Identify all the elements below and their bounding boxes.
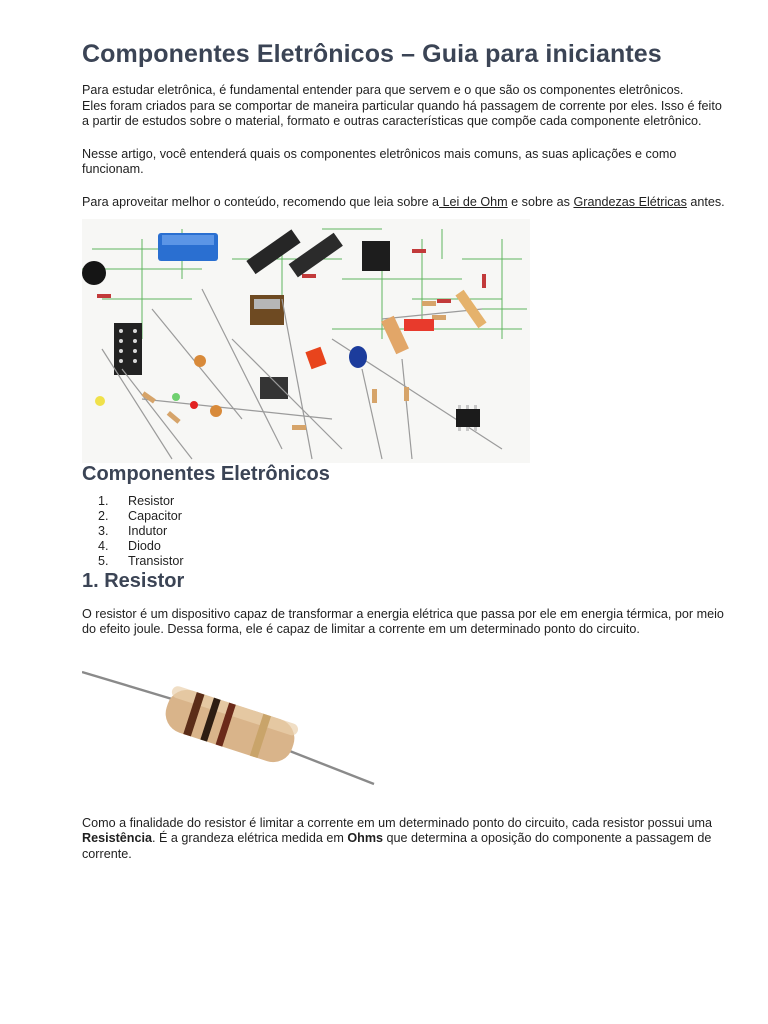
intro-line-1: Para estudar eletrônica, é fundamental entender para que servem e o que são os componentes eletrônicos. — [82, 83, 684, 97]
article — [82, 40, 732, 863]
res-p2-bold-resistencia: Resistência — [82, 831, 153, 846]
intro-paragraph-2: Nesse artigo, você entenderá quais os componentes eletrônicos mais comuns, as suas aplicações e como funcionam. — [82, 146, 677, 177]
intro-p3-middle: e sobre as — [507, 194, 574, 209]
list-item-label: Capacitor — [128, 508, 182, 523]
lei-de-ohm-link[interactable]: Lei de Ohm — [439, 194, 508, 209]
resistor-heading: 1. Resistor — [82, 569, 185, 592]
grandezas-eletricas-link[interactable]: Grandezas Elétricas — [573, 194, 687, 209]
page-title: Componentes Eletrônicos – Guia para iniciantes — [82, 40, 662, 68]
intro-paragraph-1 — [82, 83, 732, 130]
list-item-number: 3. — [98, 523, 109, 538]
res-p2-bold-ohms: Ohms — [347, 831, 384, 846]
intro-line-2: Eles foram criados para se comportar de maneira particular quando há passagem de corrente por eles. Isso é feito a partir de estudos sobre o material, formato e outras características que compõe cada componente eletrônico. — [82, 98, 722, 129]
res-p2-before: Como a finalidade do resistor é limitar a corrente em um determinado ponto do circuito, cada resistor possui uma — [82, 815, 712, 830]
list-item-number: 1. — [98, 493, 109, 508]
list-item — [82, 494, 732, 509]
list-item — [82, 509, 732, 524]
intro-paragraph-3 — [82, 195, 732, 211]
list-item — [82, 554, 732, 569]
resistor-paragraph-2 — [82, 816, 732, 863]
list-item-label: Diodo — [128, 539, 161, 554]
list-item-number: 4. — [98, 539, 109, 554]
components-heading: Componentes Eletrônicos — [82, 462, 330, 485]
list-item — [82, 524, 732, 539]
list-item-number: 2. — [98, 508, 109, 523]
intro-p3-before: Para aproveitar melhor o conteúdo, recomendo que leia sobre a — [82, 194, 440, 209]
components-photo — [82, 219, 530, 463]
list-item-label: Transistor — [128, 554, 184, 569]
list-item — [82, 539, 732, 554]
components-list — [82, 494, 732, 570]
list-item-label: Indutor — [128, 523, 168, 538]
resistor-photo — [82, 660, 378, 790]
list-item-label: Resistor — [128, 493, 175, 508]
res-p2-middle: . É a grandeza elétrica medida em — [152, 831, 348, 846]
res-p2-after: que determina a oposição do componente a passagem de corrente. — [82, 831, 712, 861]
list-item-number: 5. — [98, 554, 109, 569]
resistor-paragraph-1: O resistor é um dispositivo capaz de transformar a energia elétrica que passa por ele em energia térmica, por meio do efeito joule. Dessa forma, ele é capaz de limitar a corrente em um determinado ponto do circuito. — [82, 606, 724, 637]
intro-p3-after: antes. — [686, 194, 725, 209]
